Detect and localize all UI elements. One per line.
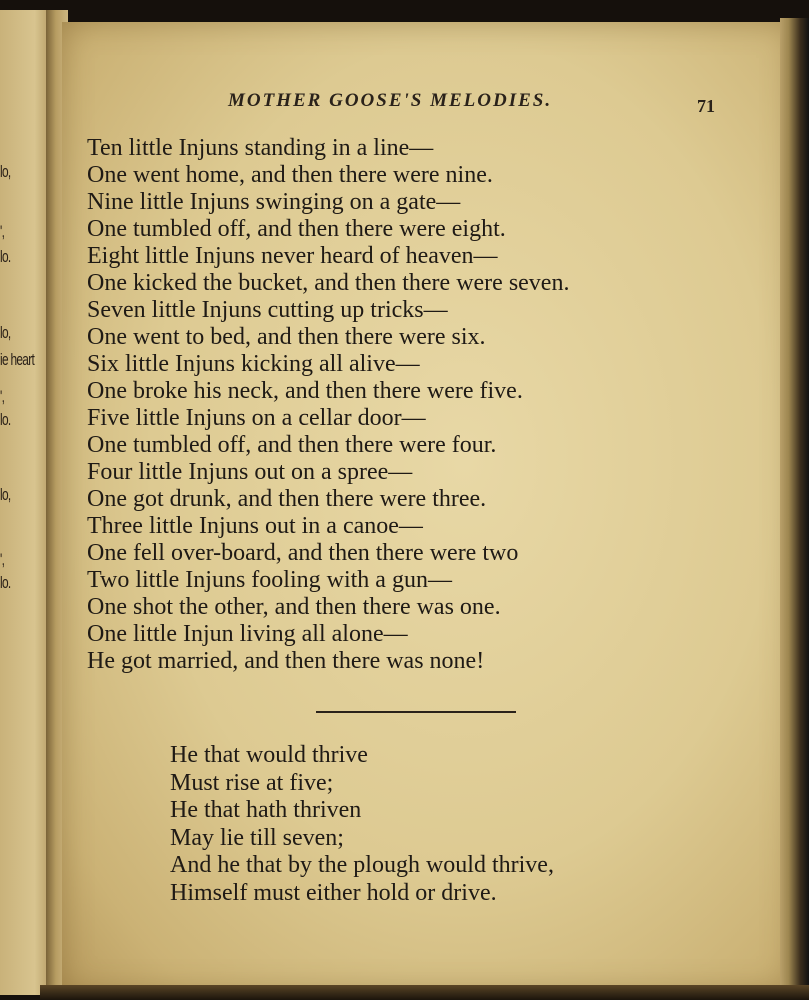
page-edge-bottom	[40, 985, 809, 1000]
left-fragment: ',	[0, 387, 5, 406]
poem-line: Two little Injuns fooling with a gun—	[87, 567, 452, 593]
page-number: 71	[697, 96, 715, 116]
left-fragment: ie heart	[0, 350, 35, 369]
rhyme-line: Himself must either hold or drive.	[170, 879, 497, 906]
left-fragment: ',	[0, 550, 5, 569]
poem-line: Six little Injuns kicking all alive—	[87, 351, 420, 377]
poem-line: Ten little Injuns standing in a line—	[87, 135, 434, 161]
poem-line: One broke his neck, and then there were five.	[87, 378, 523, 404]
rhyme-line: And he that by the plough would thrive,	[170, 852, 554, 878]
running-head: MOTHER GOOSE'S MELODIES.	[228, 90, 553, 111]
left-fragment: lo.	[0, 247, 11, 266]
left-fragment: lo.	[0, 410, 11, 429]
left-fragment: ',	[0, 222, 5, 241]
poem-line: Eight little Injuns never heard of heaven—	[87, 243, 498, 269]
poem-line: He got married, and then there was none!	[87, 648, 485, 674]
rhyme-line: He that hath thriven	[170, 797, 362, 823]
page-edge-right	[780, 18, 809, 993]
poem-ten-little-injuns	[87, 135, 569, 675]
rhyme-line: Must rise at five;	[170, 769, 334, 796]
left-page-text-fragments	[0, 10, 50, 995]
left-fragment: lo.	[0, 573, 11, 592]
left-fragment: lo,	[0, 485, 11, 504]
poem-line: One shot the other, and then there was one.	[87, 594, 501, 620]
section-divider	[316, 711, 516, 713]
poem-line: Four little Injuns out on a spree—	[87, 459, 413, 485]
poem-line: One went to bed, and then there were six.	[87, 324, 486, 350]
rhyme-he-that-would-thrive	[170, 742, 554, 907]
rhyme-line: He that would thrive	[170, 742, 368, 768]
poem-line: One went home, and then there were nine.	[87, 162, 493, 188]
poem-line: One kicked the bucket, and then there were seven.	[87, 270, 570, 296]
poem-line: Nine little Injuns swinging on a gate—	[87, 189, 461, 215]
poem-line: Three little Injuns out in a canoe—	[87, 513, 423, 539]
poem-line: Seven little Injuns cutting up tricks—	[87, 297, 448, 323]
poem-line: One little Injun living all alone—	[87, 621, 408, 647]
poem-line: One got drunk, and then there were three.	[87, 486, 487, 512]
poem-line: One tumbled off, and then there were eight.	[87, 216, 506, 242]
poem-line: Five little Injuns on a cellar door—	[87, 405, 426, 431]
rhyme-line: May lie till seven;	[170, 824, 344, 851]
left-fragment: lo,	[0, 162, 11, 181]
poem-line: One fell over-board, and then there were two	[87, 540, 519, 566]
left-fragment: lo,	[0, 323, 11, 342]
poem-line: One tumbled off, and then there were four.	[87, 432, 497, 458]
